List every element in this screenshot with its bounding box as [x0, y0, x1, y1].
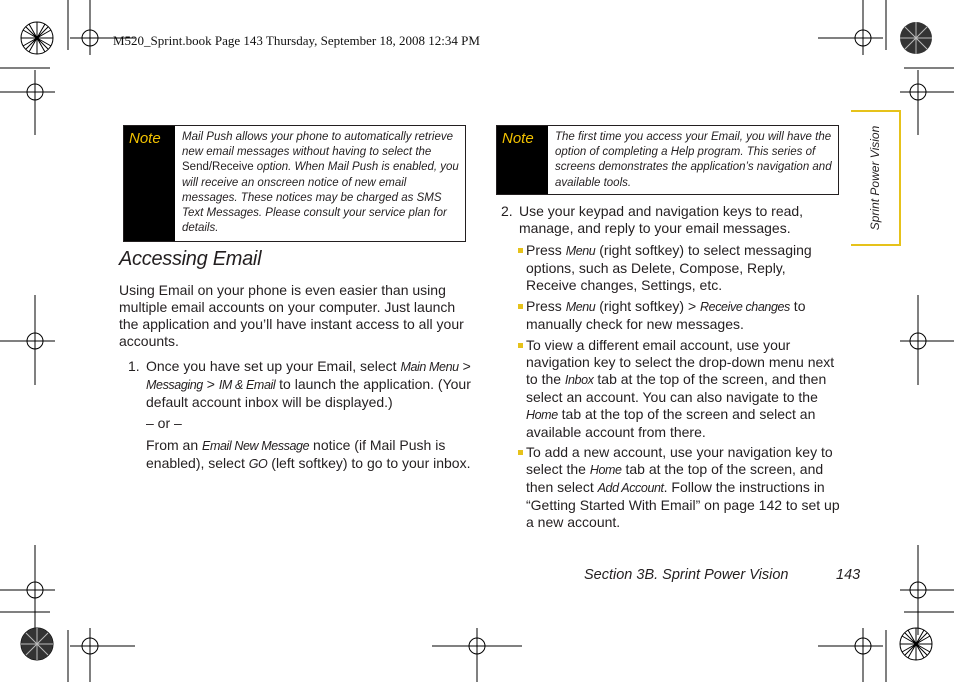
- note-label: Note: [497, 126, 548, 194]
- crosshair-icon: [70, 628, 135, 682]
- crosshair-icon: [0, 295, 55, 385]
- crosshair-icon: [900, 545, 954, 635]
- crosshair-icon: [0, 545, 55, 635]
- bullet-view-account: To view a different email account, use your navigation key to select the drop-down menu next to the Inbox tab at the top of the screen, and then select an account. You can also navigate to the Home tab at the top of the screen and select an available account from there.: [526, 337, 835, 440]
- crosshair-icon: [818, 0, 883, 55]
- step-number: 2.: [501, 203, 513, 219]
- step-number: 1.: [128, 358, 140, 374]
- bullet-receive-changes: Press Menu (right softkey) > Receive changes to manually check for new messages.: [526, 298, 806, 332]
- print-header: M520_Sprint.book Page 143 Thursday, September 18, 2008 12:34 PM: [113, 33, 480, 48]
- section-heading: Accessing Email: [119, 248, 262, 270]
- bullet-menu-options: Press Menu (right softkey) to select messaging options, such as Delete, Compose, Reply, Receive changes, Settings, etc.: [526, 242, 812, 293]
- note-help-program: [496, 125, 839, 195]
- page-number: 143: [836, 567, 861, 583]
- step-1-alt-text: From an Email New Message notice (if Mail Push is enabled), select GO (left softkey) to go to your inbox.: [146, 437, 471, 471]
- crosshair-icon: [900, 295, 954, 385]
- side-tab-label: Sprint Power Vision: [868, 125, 882, 231]
- sunburst-mark-icon: [900, 628, 932, 660]
- bullet-icon: [518, 450, 523, 455]
- filled-circle-mark-icon: [21, 628, 53, 660]
- note-mail-push: [123, 125, 466, 242]
- note-label: Note: [124, 126, 175, 241]
- section-side-tab: [851, 110, 901, 246]
- or-separator: – or –: [146, 415, 182, 431]
- bullet-icon: [518, 343, 523, 348]
- intro-paragraph: Using Email on your phone is even easier than using multiple email accounts on your computer. Just launch the application and you’ll have instant access to all your accounts.: [119, 282, 464, 349]
- note-text: Mail Push allows your phone to automatically retrieve new email messages without having to select the Send/Receive option. When Mail Push is enabled, you will receive an onscreen notice of new email messages. These notices may be charged as SMS Text Messages. Please consult your service plan for details.: [182, 131, 459, 235]
- crosshair-icon: [432, 628, 522, 682]
- crosshair-icon: [0, 70, 55, 135]
- sunburst-mark-icon: [21, 22, 53, 54]
- footer-section-title: Section 3B. Sprint Power Vision: [584, 567, 789, 583]
- step-1-text: Once you have set up your Email, select Main Menu > Messaging > IM & Email to launch the application. (Your default account inbox will be displayed.): [146, 358, 471, 410]
- crosshair-icon: [818, 628, 883, 682]
- step-2-text: Use your keypad and navigation keys to read, manage, and reply to your email messages.: [519, 203, 804, 236]
- bullet-add-account: To add a new account, use your navigation key to select the Home tab at the top of the screen, and then select Add Account. Follow the instructions in “Getting Started With Email” on page 142 to set up a new account.: [526, 444, 840, 530]
- bullet-icon: [518, 248, 523, 253]
- crosshair-icon: [70, 0, 135, 55]
- crosshair-icon: [900, 70, 954, 135]
- filled-circle-mark-icon: [900, 22, 932, 54]
- note-text: The first time you access your Email, you will have the option of completing a Help program. This series of screens demonstrates the application’s navigation and available tools.: [555, 131, 832, 189]
- bullet-icon: [518, 304, 523, 309]
